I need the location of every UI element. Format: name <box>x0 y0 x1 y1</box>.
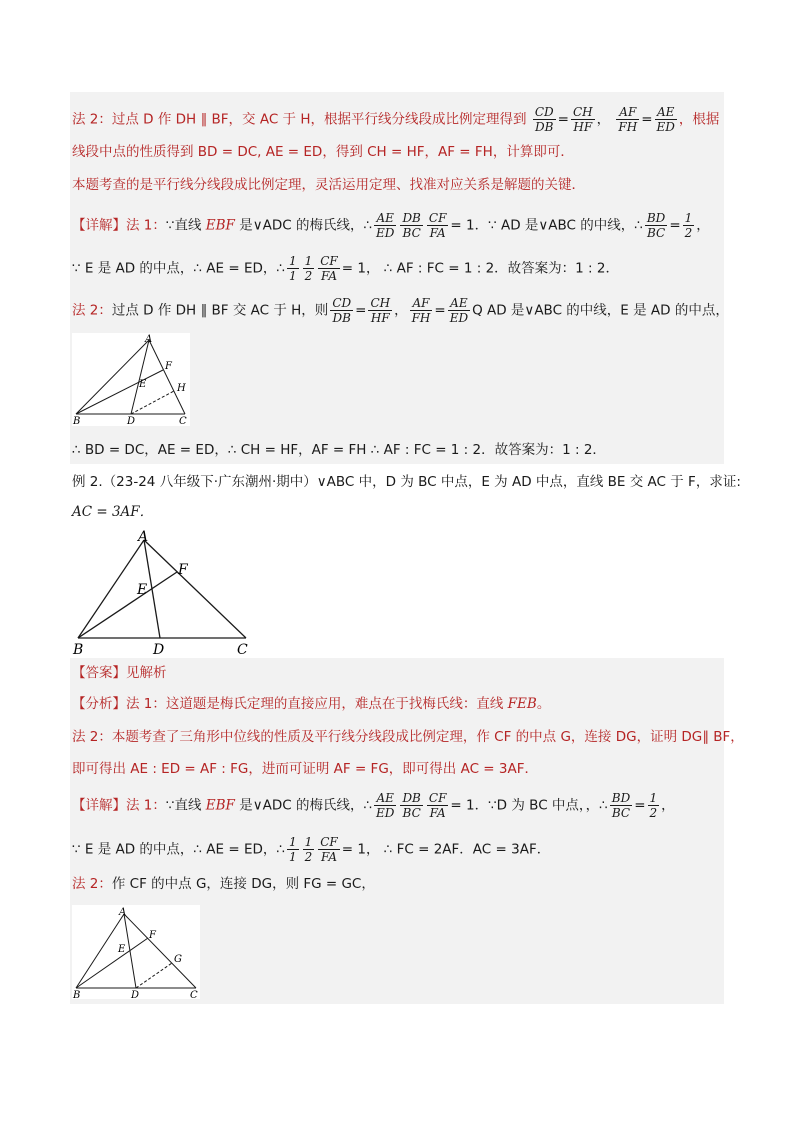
analysis-line: 【分析】法 1：这道题是梅氏定理的直接应用，难点在于找梅氏线：直线 FEB。 <box>72 696 551 712</box>
label-b: B <box>73 642 84 656</box>
label-d: D <box>153 642 165 656</box>
segment-bf <box>78 572 177 638</box>
b1-detail-line1: 【详解】法 1：∵直线 EBF 是∨ADC 的梅氏线，∴ $\frac{AE}{ED}$ $\frac{DB}{BC}$ $\frac{CF}{FA}$ = 1．∵ AD 是∨ABC 的中线，∴ $\frac{BD}{BC}$ = $\frac{1}{2}$ ， <box>72 211 710 240</box>
method2-line1: 法 2：本题考查了三角形中位线的性质及平行线分线段成比例定理，作 CF 的中点 G，连接 DG，证明 DG∥ BF， <box>72 729 744 745</box>
figure-triangle-abc-h <box>72 333 190 426</box>
label-h: H <box>177 383 186 394</box>
label-b: B <box>73 990 81 999</box>
segment-ac <box>149 340 185 414</box>
segment-ac <box>124 914 196 988</box>
fraction: $\frac{AF}{FH}$ <box>618 105 638 134</box>
b1-line3: 本题考查的是平行线分线段成比例定理，灵活运用定理、找准对应关系是解题的关键． <box>72 177 585 193</box>
method2-line2: 即可得出 AE : ED = AF : FG，进而可证明 AF = FG，即可得出 AC = 3AF． <box>72 761 538 777</box>
segment-ab <box>78 540 144 638</box>
label-f: F <box>149 930 156 941</box>
label-e: E <box>137 582 148 598</box>
b1-detail-line2: ∵ E 是 AD 的中点，∴ AE = ED，∴ $\frac{1}{1}$ $\frac{1}{2}$ $\frac{CF}{FA}$ = 1， ∴ AF : FC = 1 : 2．故答案为：1 : 2． <box>72 254 619 283</box>
b1-line2: 线段中点的性质得到 BD = DC, AE = ED，得到 CH = HF，AF = FH，计算即可． <box>72 144 574 160</box>
label-a: A <box>138 529 149 545</box>
label-c: C <box>237 642 248 656</box>
segment-bf <box>76 938 148 988</box>
segment-dg-dashed <box>136 963 172 988</box>
fraction: $\frac{CH}{HF}$ <box>572 105 593 134</box>
segment-ab <box>76 340 149 414</box>
segment-ad <box>131 340 149 414</box>
label-c: C <box>190 990 198 999</box>
figure-triangle-abc-g <box>72 905 200 999</box>
segment-dh-dashed <box>131 391 174 414</box>
label-f: F <box>165 361 172 372</box>
fraction: $\frac{AE}{ED}$ <box>656 105 675 134</box>
label-d: D <box>127 416 136 426</box>
segment-ac <box>144 540 246 638</box>
figure-triangle-abc <box>72 528 252 656</box>
label-g: G <box>174 954 182 965</box>
fraction: $\frac{CD}{DB}$ <box>534 105 554 134</box>
b2-detail-line1: 【详解】法 1：∵直线 EBF 是∨ADC 的梅氏线，∴ $\frac{AE}{ED}$ $\frac{DB}{BC}$ $\frac{CF}{FA}$ = 1．∵D 为 BC 中点，，∴ $\frac{BD}{BC}$ = $\frac{1}{2}$ ， <box>72 791 675 820</box>
label-d: D <box>131 990 140 999</box>
segment-bf <box>76 370 163 414</box>
label-e: E <box>139 379 147 390</box>
example-line1: 例 2.（23-24 八年级下·广东潮州·期中）∨ABC 中，D 为 BC 中点，E 为 AD 中点，直线 BE 交 AC 于 F，求证: <box>72 474 741 490</box>
b2-method2-line: 法 2：作 CF 的中点 G，连接 DG，则 FG = GC， <box>72 876 375 892</box>
label-a: A <box>145 334 153 345</box>
label-e: E <box>118 944 126 955</box>
b1-method2-line: 法 2：过点 D 作 DH ∥ BF 交 AC 于 H，则 $\frac{CD}{DB}$ = $\frac{CH}{HF}$ ， $\frac{AF}{FH}$ = $\frac{AE}{ED}$ Q AD 是∨ABC 的中线，E 是 AD 的中点， <box>72 296 729 325</box>
answer-line: 【答案】见解析 <box>72 665 167 681</box>
b1-line1: 法 2：过点 D 作 DH ∥ BF，交 AC 于 H，根据平行线分线段成比例定理得到 $\frac{CD}{DB}$ = $\frac{CH}{HF}$ ， $\frac{AF}{FH}$ = $\frac{AE}{ED}$ ，根据 <box>72 105 720 134</box>
b2-detail-line2: ∵ E 是 AD 的中点，∴ AE = ED，∴ $\frac{1}{1}$ $\frac{1}{2}$ $\frac{CF}{FA}$ = 1， ∴ FC = 2AF．AC = 3AF． <box>72 835 551 864</box>
label-a: A <box>119 907 127 918</box>
label-b: B <box>73 416 81 426</box>
segment-ab <box>76 914 124 988</box>
b1-conclusion-line: ∴ BD = DC，AE = ED，∴ CH = HF，AF = FH ∴ AF : FC = 1 : 2．故答案为：1 : 2． <box>72 442 606 458</box>
example-line2: AC = 3AF． <box>72 504 154 520</box>
label-c: C <box>179 416 187 426</box>
label-f: F <box>178 562 188 578</box>
